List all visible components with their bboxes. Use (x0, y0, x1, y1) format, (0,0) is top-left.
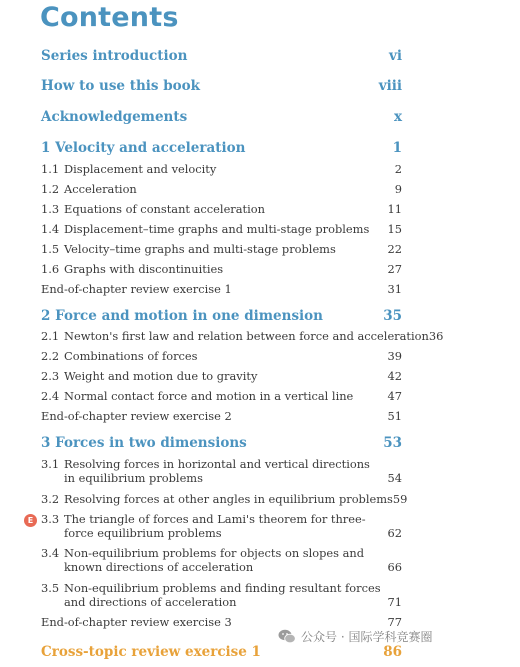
item-page: 42 (387, 369, 402, 383)
item-number: 2.1 (41, 329, 60, 343)
item-number: 2.3 (41, 369, 60, 383)
item-label: Non-equilibrium problems and finding resultant forces and directions of acceleration (64, 581, 381, 609)
toc-item-review[interactable] (41, 409, 402, 423)
item-page: 2 (394, 162, 402, 176)
item-page: 47 (387, 389, 402, 403)
item-number: 1.5 (41, 242, 60, 256)
item-number: 2.2 (41, 349, 60, 363)
toc-item[interactable] (41, 349, 402, 363)
item-label: The triangle of forces and Lami's theorem for three-force equilibrium problems (64, 512, 366, 540)
item-number: 3.3 (41, 512, 60, 526)
toc-item[interactable] (41, 262, 402, 276)
entry-label: Acknowledgements (41, 109, 188, 125)
item-number: 1.2 (41, 182, 60, 196)
toc-item[interactable] (41, 369, 402, 383)
item-page: 39 (387, 349, 402, 363)
page-title: Contents (40, 2, 179, 33)
item-page: 31 (387, 282, 402, 296)
item-label: Combinations of forces (64, 349, 198, 363)
toc-item[interactable] (41, 492, 408, 506)
toc-item[interactable] (41, 389, 402, 403)
item-label: Newton's first law and relation between force and acceleration (64, 329, 429, 343)
toc-item[interactable] (41, 182, 402, 196)
toc-item[interactable] (41, 329, 444, 343)
chapter-title: 1 Velocity and acceleration (41, 140, 246, 156)
item-page: 9 (394, 182, 402, 196)
item-label: Weight and motion due to gravity (64, 369, 258, 383)
item-label: Resolving forces in horizontal and vertical directions in equilibrium problems (64, 457, 370, 485)
item-page: 62 (387, 526, 402, 540)
entry-label: Series introduction (41, 48, 188, 64)
toc-item[interactable] (41, 202, 402, 216)
item-page: 71 (387, 595, 402, 609)
entry-page: vi (389, 48, 402, 64)
chapter-page: 53 (383, 435, 402, 451)
item-label: Normal contact force and motion in a vertical line (64, 389, 354, 403)
chapter-2-heading[interactable] (41, 308, 402, 324)
entry-label: Cross-topic review exercise 1 (41, 644, 261, 660)
chapter-title: 3 Forces in two dimensions (41, 435, 247, 451)
item-page: 15 (387, 222, 402, 236)
entry-label: How to use this book (41, 78, 201, 94)
chapter-1-heading[interactable] (41, 140, 402, 156)
entry-page: x (393, 109, 402, 125)
item-number: 1.4 (41, 222, 60, 236)
toc-item[interactable] (41, 546, 402, 574)
item-label: End-of-chapter review exercise 1 (41, 282, 232, 296)
item-page: 27 (387, 262, 402, 276)
toc-entry-acknowledgements[interactable] (41, 109, 402, 125)
wechat-icon (278, 629, 296, 644)
toc-item-review[interactable] (41, 615, 402, 629)
item-label: Velocity–time graphs and multi-stage problems (64, 242, 336, 256)
item-label: Resolving forces at other angles in equilibrium problems (64, 492, 393, 506)
toc-item[interactable] (41, 512, 402, 540)
item-number: 3.5 (41, 581, 60, 595)
entry-page: viii (378, 78, 402, 94)
chapter-title: 2 Force and motion in one dimension (41, 308, 323, 324)
item-label: End-of-chapter review exercise 2 (41, 409, 232, 423)
watermark-text: 公众号 · 国际学科竞赛圈 (301, 630, 433, 644)
toc-item[interactable] (41, 242, 402, 256)
chapter-page: 1 (392, 140, 402, 156)
item-page: 54 (387, 471, 402, 485)
entry-page: 86 (383, 644, 402, 660)
item-label: Non-equilibrium problems for objects on slopes and known directions of acceleration (64, 546, 365, 574)
item-number: 1.6 (41, 262, 60, 276)
item-page: 22 (387, 242, 402, 256)
item-number: 1.1 (41, 162, 60, 176)
toc-item[interactable] (41, 162, 402, 176)
item-label: Acceleration (64, 182, 137, 196)
item-label: End-of-chapter review exercise 3 (41, 615, 232, 629)
toc-item-review[interactable] (41, 282, 402, 296)
item-number: 3.1 (41, 457, 60, 471)
item-page: 11 (387, 202, 402, 216)
cross-topic-review-entry[interactable] (41, 644, 402, 660)
item-number: 3.4 (41, 546, 60, 560)
chapter-3-heading[interactable] (41, 435, 402, 451)
item-number: 2.4 (41, 389, 60, 403)
extension-badge: E (24, 514, 37, 527)
toc-item[interactable] (41, 222, 402, 236)
item-page: 77 (387, 615, 402, 629)
chapter-page: 35 (383, 308, 402, 324)
item-number: 3.2 (41, 492, 60, 506)
item-label: Equations of constant acceleration (64, 202, 265, 216)
toc-item[interactable] (41, 457, 402, 485)
item-label: Displacement–time graphs and multi-stage problems (64, 222, 370, 236)
item-page: 59 (392, 492, 408, 506)
toc-entry-how-to-use[interactable] (41, 78, 402, 94)
item-number: 1.3 (41, 202, 60, 216)
item-page: 36 (428, 329, 444, 343)
item-label: Displacement and velocity (64, 162, 217, 176)
toc-item[interactable] (41, 581, 402, 609)
toc-entry-series-introduction[interactable] (41, 48, 402, 64)
item-page: 66 (387, 560, 402, 574)
item-label: Graphs with discontinuities (64, 262, 224, 276)
watermark (278, 628, 432, 645)
item-page: 51 (387, 409, 402, 423)
